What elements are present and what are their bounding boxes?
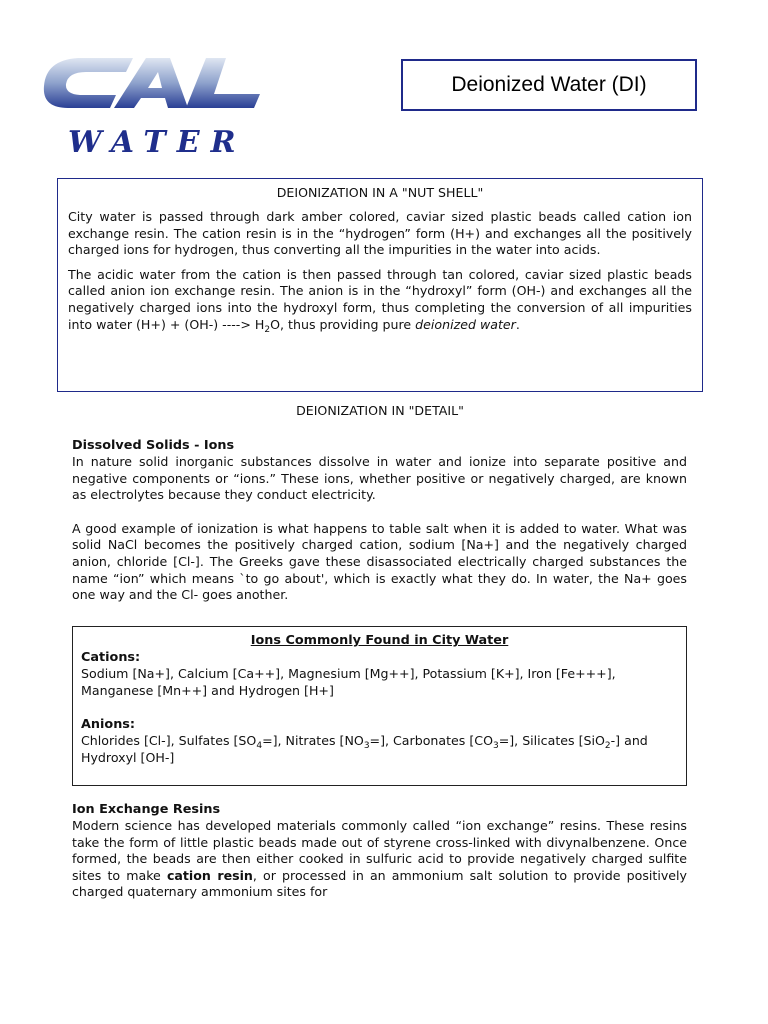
logo-graphic xyxy=(38,50,268,160)
nutshell-heading: DEIONIZATION IN A "NUT SHELL" xyxy=(276,185,484,200)
nutshell-paragraph-1: City water is passed through dark amber colored, caviar sized plastic beads called cation ion exchange resin. The cation resin is in the “hydrogen” form (H+) and exchanges all the positively charged ions for hydrogen, thus converting all the impurities in the water into acids. xyxy=(68,209,692,258)
dissolved-solids-heading: Dissolved Solids - Ions xyxy=(72,438,235,453)
resins-heading: Ion Exchange Resins xyxy=(72,802,221,817)
detail-section xyxy=(72,437,687,604)
resins-section xyxy=(72,801,687,901)
cations-label: Cations: xyxy=(81,650,141,665)
dissolved-paragraph-1: In nature solid inorganic substances dissolve in water and ionize into separate positive and negative components or “ions.” These ions, whether positive or negatively charged, are known as electrolytes because they conduct electricity. xyxy=(72,454,687,503)
title-box xyxy=(401,59,697,111)
ions-box xyxy=(72,626,687,786)
detail-heading: DEIONIZATION IN "DETAIL" xyxy=(296,403,464,418)
ions-box-title: Ions Commonly Found in City Water xyxy=(250,633,509,648)
logo-water-text: WATER xyxy=(68,125,247,160)
resins-paragraph: Modern science has developed materials commonly called “ion exchange” resins. These resins take the form of little plastic beads made out of styrene cross-linked with divynalbenzene. Once formed, the beads are then either cooked in sulfuric acid to provide negatively charged sulfite sites to make cation resin, or processed in an ammonium salt solution to provide positively charged quaternary ammonium sites for xyxy=(72,818,687,900)
page-title: Deionized Water (DI) xyxy=(451,73,647,96)
anions-label: Anions: xyxy=(81,717,136,733)
nutshell-box xyxy=(57,178,703,392)
cations-list: Sodium [Na+], Calcium [Ca++], Magnesium [Mg++], Potassium [K+], Iron [Fe+++], Manganese [Mn++] and Hydrogen [H+] xyxy=(81,666,616,698)
nutshell-paragraph-2: The acidic water from the cation is then passed through tan colored, caviar sized plastic beads called anion ion exchange resin. The anion is in the “hydroxyl” form (OH-) and exchanges all the negatively charged ions into the hydroxyl form, thus completing the conversion of all impurities into water (H+) + (OH-) ----> $H_2O$, thus providing pure deionized water. xyxy=(68,266,692,335)
dissolved-paragraph-2: A good example of ionization is what happens to table salt when it is added to water. What was solid NaCl becomes the positively charged cation, sodium [Na+] and the negatively charged anion, chloride [Cl-]. The Greeks gave these disassociated electrically charged substances the name “ion” which means `to go about', which is exactly what they do. In water, the Na+ goes one way and the Cl- goes another. xyxy=(72,520,687,603)
anions-list: Chlorides [Cl-], Sulfates $[SO_4=]$, Nitrates $[NO_3=]$, Carbonates $[CO_3=]$, Silicates [SiO$_2$-] and Hydroxyl [OH-] xyxy=(81,733,648,765)
cal-water-logo xyxy=(38,50,268,160)
